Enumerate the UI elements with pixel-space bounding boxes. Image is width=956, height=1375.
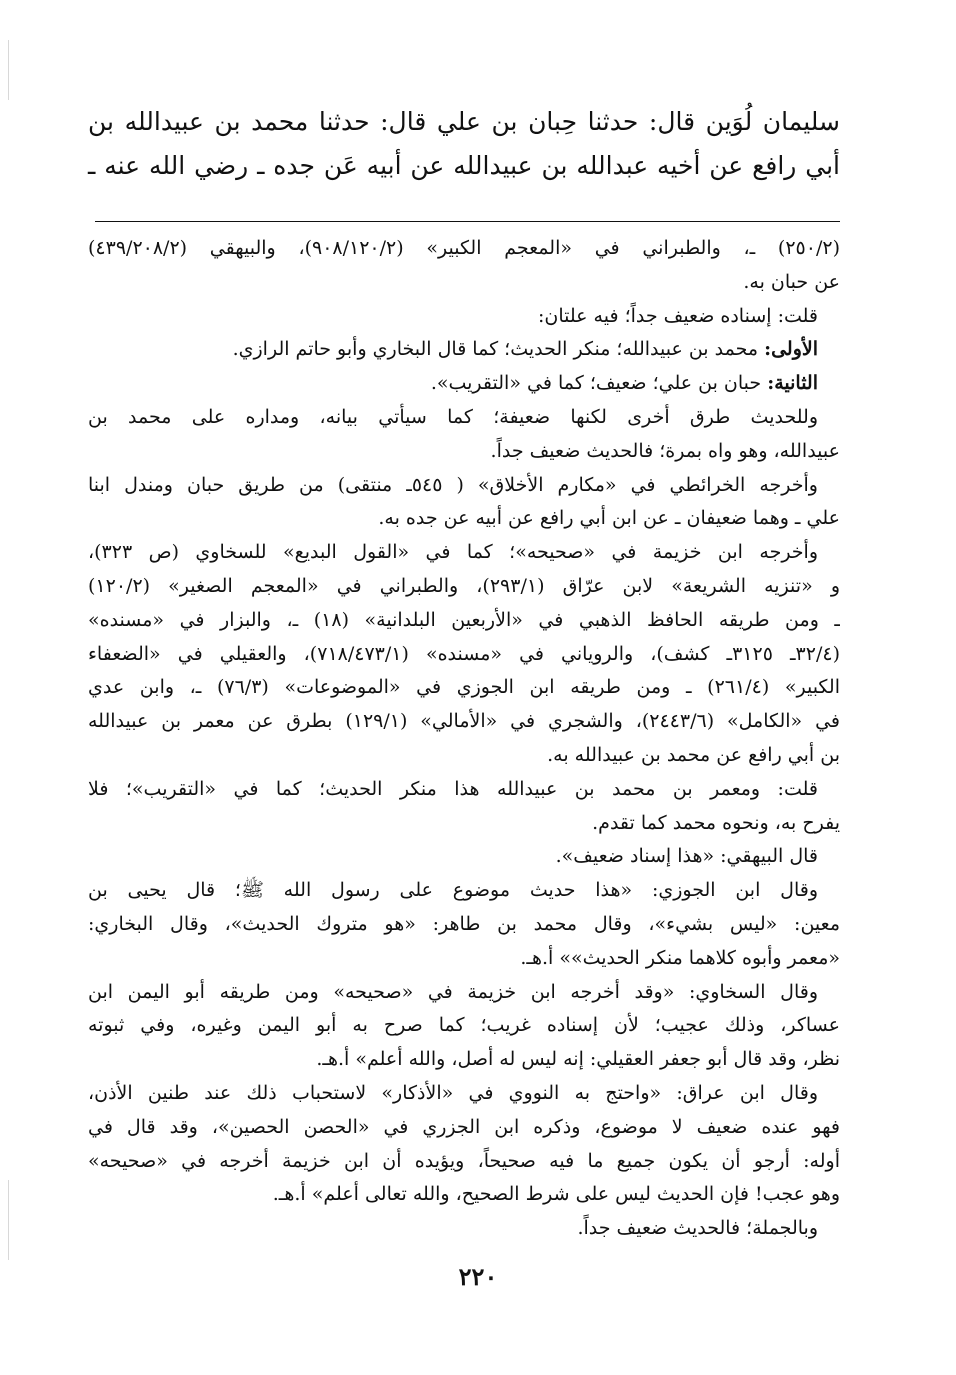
footnote-line <box>88 773 840 807</box>
footnote-line <box>88 807 840 841</box>
footnote-line <box>88 1145 840 1179</box>
footnote-line <box>88 232 840 266</box>
footnote-text: يفرح به، ونحوه محمد كما تقدم. <box>592 811 840 834</box>
footnote-line <box>88 671 840 705</box>
footnote-line <box>88 300 840 334</box>
footnote-text: قلت: إسناده ضعيف جداً؛ فيه علتان: <box>537 304 818 327</box>
footnote-separator <box>95 221 840 222</box>
footnote-line <box>88 942 840 976</box>
footnote-text: نظر، وقد قال أبو جعفر العقيلي: إنه ليس له أصل، والله أعلم» أ.هـ. <box>316 1048 840 1071</box>
footnote-label: الأولى: <box>764 338 818 361</box>
footnote-text: (٢٥٠/٢) ـ، والطبراني في «المعجم الكبير» (٩٠٨/١٢٠/٢)، والبيهقي (٤٣٩/٢٠٨/٢) <box>88 237 840 259</box>
footnote-line <box>88 435 840 469</box>
footnote-text: ـ ومن طريقه الحافظ الذهبي في «الأربعين البلدانية» (١٨) ـ، والبزار في «مسنده» <box>88 608 840 631</box>
footnote-line <box>88 536 840 570</box>
footnote-text: (٣٢/٤ـ ٣١٢٥ـ كشف)، والروياني في «مسنده» (٧١٨/٤٧٣/١)، والعقيلي في «الضعفاء <box>88 642 840 665</box>
footnote-line <box>88 1077 840 1111</box>
footnote-text: وأخرجه ابن خزيمة في «صحيحه»؛ كما في «القول البديع» للسخاوي (ص ٣٢٣)، <box>88 541 818 564</box>
footnote-text: حبان بن علي؛ ضعيف؛ كما في «التقريب». <box>430 372 768 395</box>
footnote-text: و «تنزيه الشريعة» لابن عرّاق (٢٩٣/١)، والطبراني في «المعجم الصغير» (١٢٠/٢) <box>88 574 840 597</box>
footnote-text: «معمر وأبوه كلاهما منكر الحديث»» أ.هـ. <box>520 946 840 969</box>
main-text <box>88 100 840 188</box>
footnote-text: بن أبي رافع عن محمد بن عبيدالله به. <box>547 743 840 766</box>
page-edge-mark <box>8 1180 9 1260</box>
footnote-line <box>88 908 840 942</box>
main-text-line: سليمان لُوَين قال: حدثنا حِبان بن علي قال: حدثنا محمد بن عبيدالله بن <box>88 107 840 136</box>
footnote-line <box>88 401 840 435</box>
footnote-text: وبالجملة؛ فالحديث ضعيف جداً. <box>577 1217 818 1240</box>
footnote-text: عساكر، وذلك عجيب؛ لأن إسناده غريب؛ كما صرح به أبو اليمن وغيره، وفي ثبوته <box>88 1014 840 1037</box>
footnote-line <box>88 638 840 672</box>
footnote-line <box>88 1178 840 1212</box>
footnote-line <box>88 1111 840 1145</box>
footnotes <box>88 232 840 1246</box>
footnote-text: وللحديث طرق أخرى لكنها ضعيفة؛ كما سيأتي بيانه، ومداره على محمد بن <box>88 405 818 428</box>
page-number: ٢٢٠ <box>458 1262 498 1291</box>
footnote-line <box>88 570 840 604</box>
footnote-text: محمد بن عبيدالله؛ منكر الحديث؛ كما قال البخاري وأبو حاتم الرازي. <box>232 338 765 361</box>
footnote-line <box>88 976 840 1010</box>
footnote-text: فهو عنده ضعيف لا موضوع، وذكره ابن الجزري في «الحصن الحصين»، وقد قال في <box>88 1115 840 1138</box>
footnote-line <box>88 1212 840 1246</box>
footnote-label: الثانية: <box>767 372 818 395</box>
footnote-line <box>88 1043 840 1077</box>
footnote-line <box>88 705 840 739</box>
footnote-text: أوله: أرجو أن يكون جميع ما فيه صحيحاً، ويؤيده أن ابن خزيمة أخرجه في «صحيحه» <box>88 1149 840 1172</box>
footnote-text: وأخرجه الخرائطي في «مكارم الأخلاق» ( ٥٤٥ـ منتقى) من طريق حبان ومندل ابنا <box>88 473 818 496</box>
footnote-text: عن حبان به. <box>743 270 840 293</box>
footnote-text: قال البيهقي: «هذا إسناد ضعيف». <box>555 845 818 868</box>
footnote-line <box>88 874 840 908</box>
footnote-text: معين: «ليس بشيء»، وقال محمد بن طاهر: «هو متروك الحديث»، وقال البخاري: <box>88 912 840 935</box>
footnote-text: قلت: ومعمر بن محمد بن عبيدالله هذا منكر الحديث؛ كما في «التقريب»؛ فلا <box>88 777 818 800</box>
footnote-text: وقال ابن الجوزي: «هذا حديث موضوع على رسول الله ﷺ؛ قال يحيى بن <box>88 879 818 902</box>
footnote-line <box>88 502 840 536</box>
footnote-text: وقال ابن عراق: «واحتج به النووي في «الأذكار» لاستحباب ذلك عند طنين الأذن، <box>88 1081 818 1104</box>
footnote-line <box>88 266 840 300</box>
footnote-line <box>88 840 840 874</box>
footnote-line <box>88 469 840 503</box>
footnote-line <box>88 367 840 401</box>
footnote-line <box>88 739 840 773</box>
footnote-line <box>88 1009 840 1043</box>
footnote-text: في «الكامل» (٢٤٤٣/٦)، والشجري في «الأمالي» (١٢٩/١) بطرق عن معمر بن عبيدالله <box>88 710 840 733</box>
footnote-text: عبيدالله، وهو واه بمرة؛ فالحديث ضعيف جداً. <box>490 439 840 462</box>
footnote-text: علي ـ وهما ضعيفان ـ عن ابن أبي رافع عن أبيه عن جده به. <box>378 507 840 530</box>
footnote-line <box>88 333 840 367</box>
footnote-text: وهو عجب! فإن الحديث ليس على شرط الصحيح، والله تعالى أعلم» أ.هـ. <box>272 1183 840 1206</box>
footnote-line <box>88 604 840 638</box>
page-edge-mark <box>8 40 9 100</box>
footnote-text: الكبير» (٢٦١/٤) ـ ومن طريقه ابن الجوزي في «الموضوعات» (٧٦/٣) ـ، وابن عدي <box>88 676 840 699</box>
main-text-line: أبي رافع عن أخيه عبدالله بن عبيدالله عن أبيه عَن جده ـ رضي الله عنه ـ <box>88 151 840 180</box>
footnote-text: وقال السخاوي: «وقد أخرجه ابن خزيمة في «صحيحه» ومن طريقه أبو اليمن ابن <box>88 980 818 1003</box>
